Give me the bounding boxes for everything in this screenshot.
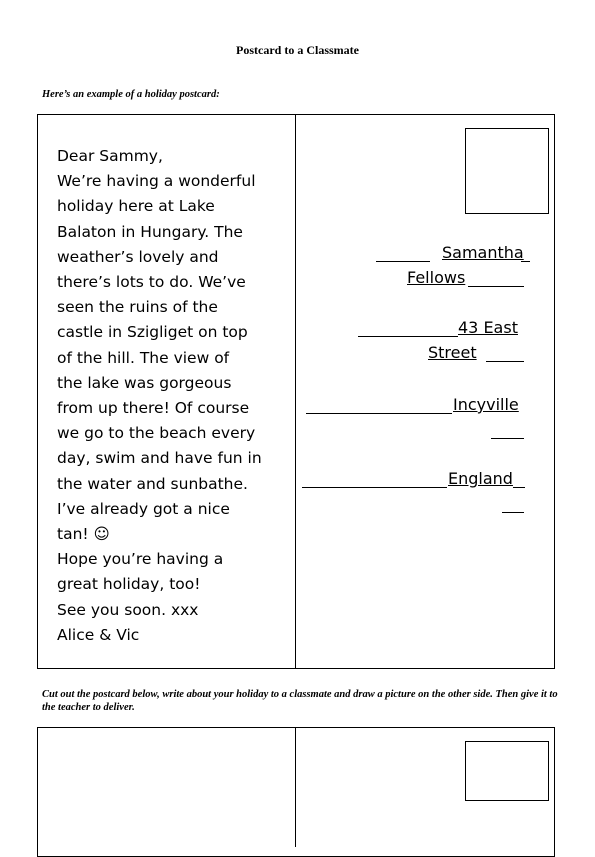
page-title: Postcard to a Classmate [236,43,359,57]
address-rule [491,438,524,439]
address-rule [468,286,524,287]
address-rule [521,261,530,262]
postcard-divider [295,727,296,847]
address-street-name: Street [428,343,477,362]
address-country: England [448,469,513,488]
address-rule [502,512,524,513]
address-rule [486,361,524,362]
address-rule [513,487,525,488]
postcard-divider [295,114,296,669]
stamp-box [465,741,549,801]
address-town: Incyville [453,395,519,414]
address-rule [358,336,458,337]
address-rule [306,413,452,414]
postcard-message: Dear Sammy, We’re having a wonderful holiday here at Lake Balaton in Hungary. The weather’s lovely and there’s lots to do. We’ve seen the ruins of the castle in Szigliget on top of the hill. The view of the lake was gorgeous from up there! Of course we go to the beach every day, swim and have fun in the water and sunbathe. I’ve already got a nice tan! ☺ Hope you’re having a great holiday, too! See you soon. xxx Alice & Vic [57,147,262,644]
intro-text: Here’s an example of a holiday postcard: [42,89,220,100]
stamp-box [465,128,549,214]
address-rule [302,487,447,488]
address-name-first: Samantha [442,243,524,262]
address-name-last: Fellows [407,268,466,287]
address-rule [376,261,430,262]
instruction-text: Cut out the postcard below, write about your holiday to a classmate and draw a picture on the other side. Then give it to the teacher to deliver. [42,689,558,713]
address-street-number: 43 East [458,318,518,337]
